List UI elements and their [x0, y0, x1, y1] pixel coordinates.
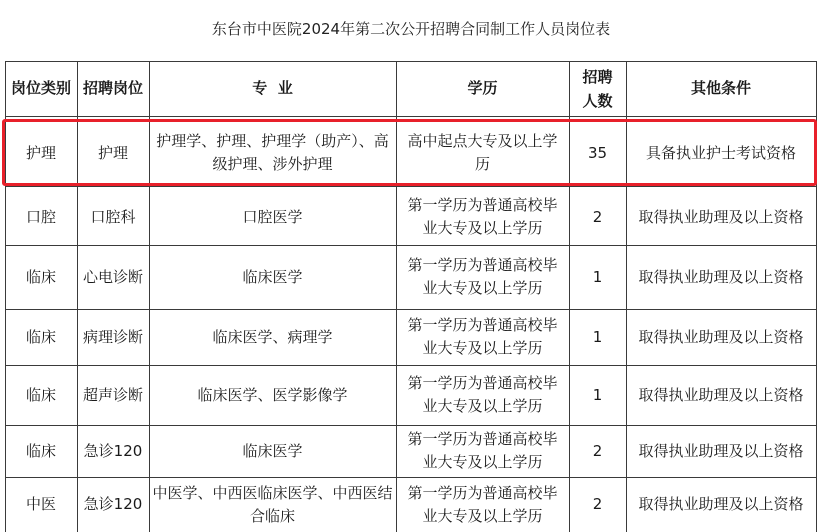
header-category: 岗位类别: [10, 79, 71, 97]
cell-position: 口腔科: [90, 207, 136, 226]
cell-major: 护理学、护理、护理学（助产）、高级护理、涉外护理: [156, 132, 389, 173]
grid-line: [5, 116, 816, 117]
cell-category: 护理: [25, 143, 56, 162]
cell-education: 第一学历为普通高校毕业大专及以上学历: [407, 316, 558, 357]
grid-line: [5, 245, 816, 246]
cell-education: 第一学历为普通高校毕业大专及以上学历: [407, 483, 558, 525]
grid-line: [5, 365, 816, 366]
grid-line: [5, 61, 6, 532]
cell-count: 1: [592, 385, 603, 404]
cell-major: 口腔医学: [242, 207, 303, 226]
cell-other: 取得执业助理及以上资格: [638, 327, 804, 346]
cell-category: 临床: [25, 441, 56, 460]
cell-position: 心电诊断: [82, 267, 143, 286]
cell-count: 2: [592, 207, 603, 226]
grid-line: [626, 61, 627, 532]
cell-count: 1: [592, 267, 603, 286]
cell-other: 取得执业助理及以上资格: [638, 385, 804, 404]
grid-line: [5, 477, 816, 478]
cell-count: 35: [587, 143, 608, 162]
cell-education: 第一学历为普通高校毕业大专及以上学历: [407, 374, 558, 415]
cell-major: 临床医学、医学影像学: [197, 385, 348, 404]
cell-category: 口腔: [25, 207, 56, 226]
grid-line: [569, 61, 570, 532]
grid-line: [5, 61, 816, 62]
header-major: 专 业: [252, 79, 293, 97]
cell-education: 第一学历为普通高校毕业大专及以上学历: [407, 196, 558, 237]
cell-position: 急诊120: [83, 441, 143, 460]
cell-major: 临床医学: [242, 267, 303, 286]
grid-line: [77, 61, 78, 532]
cell-category: 临床: [25, 385, 56, 404]
cell-position: 病理诊断: [82, 327, 143, 346]
cell-education: 第一学历为普通高校毕业大专及以上学历: [407, 430, 558, 471]
cell-major: 临床医学、病理学: [212, 327, 333, 346]
header-other: 其他条件: [690, 79, 751, 97]
cell-other: 具备执业护士考试资格: [645, 143, 796, 162]
grid-line: [5, 186, 816, 187]
grid-line: [149, 61, 150, 532]
cell-other: 取得执业助理及以上资格: [638, 267, 804, 286]
cell-education: 第一学历为普通高校毕业大专及以上学历: [407, 256, 558, 297]
cell-major: 中医学、中西医临床医学、中西医结合临床: [152, 483, 393, 525]
cell-category: 临床: [25, 267, 56, 286]
grid-line: [816, 61, 817, 532]
grid-line: [396, 61, 397, 532]
cell-count: 2: [592, 495, 603, 513]
cell-position: 超声诊断: [82, 385, 143, 404]
cell-count: 1: [592, 327, 603, 346]
cell-position: 急诊120: [83, 495, 143, 513]
cell-education: 高中起点大专及以上学历: [407, 132, 558, 173]
cell-other: 取得执业助理及以上资格: [638, 495, 804, 513]
header-education: 学历: [467, 79, 498, 97]
header-count: 招聘人数: [582, 67, 613, 110]
table-title: 东台市中医院2024年第二次公开招聘合同制工作人员岗位表: [211, 20, 611, 38]
cell-count: 2: [592, 441, 603, 460]
cell-category: 临床: [25, 327, 56, 346]
cell-other: 取得执业助理及以上资格: [638, 207, 804, 226]
grid-line: [5, 425, 816, 426]
cell-position: 护理: [97, 143, 128, 162]
header-position: 招聘岗位: [82, 79, 143, 97]
cell-category: 中医: [25, 495, 56, 513]
grid-line: [5, 309, 816, 310]
cell-major: 临床医学: [242, 441, 303, 460]
cell-other: 取得执业助理及以上资格: [638, 441, 804, 460]
